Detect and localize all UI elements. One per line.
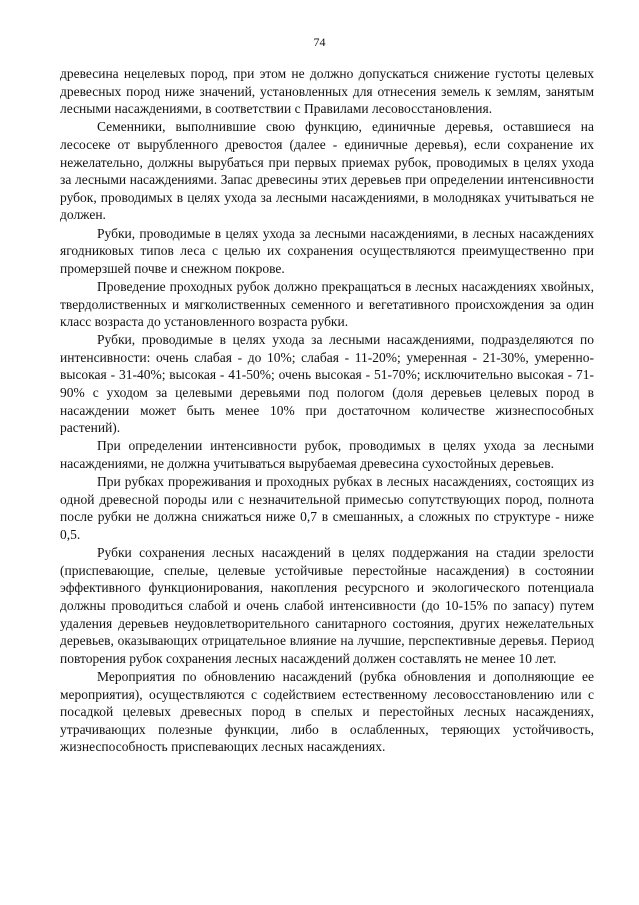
paragraph-renewal-measures: Мероприятия по обновлению насаждений (рубка обновления и дополняющие ее мероприятия), осуществляются с содействием естественному лесовосстановлению или с посадкой целевых древесных пород в спелых и перестойных лесных насаждениях, утрачивающих полезные функции, либо в ослабленных, теряющих устойчивость, жизнеспособность приспевающих лесных насаждениях. — [60, 668, 594, 755]
paragraph-passage-cuttings: Проведение проходных рубок должно прекращаться в лесных насаждениях хвойных, твердолиственных и мягколиственных семенного и вегетативного происхождения за один класс возраста до установленного возраста рубки. — [60, 278, 594, 330]
page-number: 74 — [313, 35, 326, 49]
paragraph-seed-trees: Семенники, выполнившие свою функцию, единичные деревья, оставшиеся на лесосеке от вырубленного древостоя (далее - единичные деревья), если сохранение их нежелательно, должны вырубаться при первых приемах рубок, проводимых в целях ухода за лесными насаждениями. Запас древесины этих деревьев при определении интенсивности рубок, проводимых в целях ухода за лесными насаждениями, в молодняках учитываться не должен. — [60, 119, 594, 223]
paragraph-intensity-classes: Рубки, проводимые в целях ухода за лесными насаждениями, подразделяются по интенсивности: очень слабая - до 10%; слабая - 11-20%; умеренная - 21-30%, умеренно-высокая - 31-40%; высокая - 41-50%; очень высокая - 51-70%; исключительно высокая - 71-90% с уходом за целевыми деревьями под пологом (доля деревьев целевых пород в насаждении может быть менее 10% при достаточном количестве жизнеспособных растений). — [60, 332, 594, 436]
paragraph-berry-forests: Рубки, проводимые в целях ухода за лесными насаждениями, в лесных насаждениях ягодниковых типов леса с целью их сохранения осуществляются преимущественно при промерзшей почве и снежном покрове. — [60, 225, 594, 276]
paragraph-conservation-cuttings: Рубки сохранения лесных насаждений в целях поддержания на стадии зрелости (приспевающие, спелые, целевые устойчивые перестойные насаждения) в состоянии эффективного функционирования, накопления ресурсного и экологического потенциала должны проводиться слабой и очень слабой интенсивности (до 10-15% по запасу) путем удаления деревьев неудовлетворительного санитарного состояния, других нежелательных деревьев, оказывающих отрицательное влияние на лучшие, перспективные деревья. Период повторения рубок сохранения лесных насаждений должен составлять не менее 10 лет. — [60, 545, 594, 666]
document-body — [60, 65, 594, 757]
paragraph-thinning-density: При рубках прореживания и проходных рубках в лесных насаждениях, состоящих из одной древесной породы или с незначительной примесью сопутствующих пород, полнота после рубки не должна снижаться ниже 0,7 в смешанных, а сложных по структуре - ниже 0,5. — [60, 474, 594, 542]
paragraph-dead-trees: При определении интенсивности рубок, проводимых в целях ухода за лесными насаждениями, не должна учитываться вырубаемая древесина сухостойных деревьев. — [60, 438, 594, 472]
paragraph-continuation: древесина нецелевых пород, при этом не должно допускаться снижение густоты целевых древесных пород ниже значений, установленных для отнесения земель к землям, занятым лесными насаждениями, в соответствии с Правилами лесовосстановления. — [60, 66, 594, 117]
